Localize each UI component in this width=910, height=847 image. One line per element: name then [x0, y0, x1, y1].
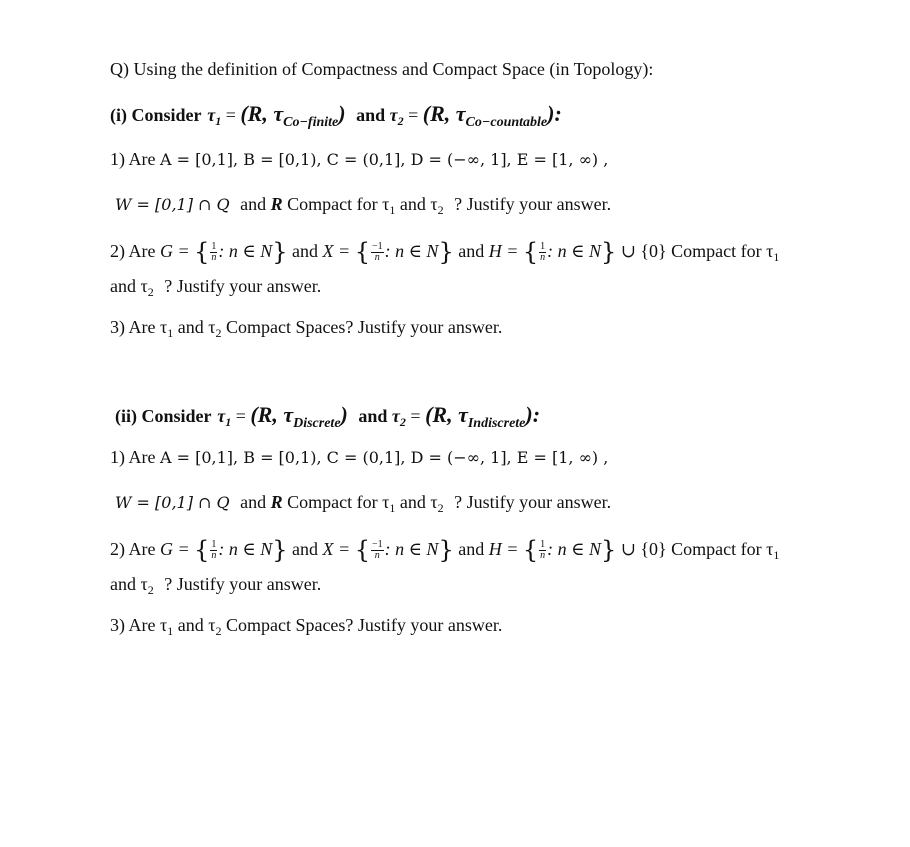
part-ii-q3: 3) Are $\tau_1$ and $\tau_2$ Compact Spaces? Justify your answer. [110, 615, 503, 638]
part-i-q2-line1: 2) Are G = { $\frac{1}{n}$ : n ∈ N} and X = { $\frac{-1}{n}$ : n ∈ N} and H = { $\frac{1}{n}$ : n ∈ N} ∪ {0} Compact for $\tau_1$ [110, 238, 780, 266]
fraction: $\frac{-1}{n}$ [371, 538, 383, 562]
part-i-q2-line2: and $\tau_2$ ? Justify your answer. [110, 276, 322, 299]
question-title: Q) Using the definition of Compactness and Compact Space (in Topology): [110, 59, 654, 79]
part-i-q1-line1: 1) Are A = [0,1], B = [0,1), C = (0,1], D = (−∞, 1], E = [1, ∞) , [110, 149, 609, 169]
part-i-heading: (i) Consider $\tau_1 = (R$, $\tau_{Co-finite}$) and $\tau_2 = (R$, $\tau_{Co-countable}$): [110, 101, 562, 130]
part-ii-q1-line2: W = [0,1] ∩ Q and R Compact for $\tau_1$ and $\tau_2$ ? Justify your answer. [115, 492, 612, 515]
fraction: $\frac{1}{n}$ [211, 538, 217, 562]
part-ii-heading: (ii) Consider $\tau_1 = (R$, $\tau_{Discrete}$) and $\tau_2 = (R$, $\tau_{Indiscrete}$): [115, 402, 541, 431]
part-i-q3: 3) Are $\tau_1$ and $\tau_2$ Compact Spaces? Justify your answer. [110, 317, 503, 340]
part-ii-q2-line2: and $\tau_2$ ? Justify your answer. [110, 574, 322, 597]
fraction: $\frac{1}{n}$ [540, 240, 546, 264]
fraction: $\frac{-1}{n}$ [371, 240, 383, 264]
part-ii-q1-line1: 1) Are A = [0,1], B = [0,1), C = (0,1], D = (−∞, 1], E = [1, ∞) , [110, 447, 609, 467]
part-i-q1-line2: W = [0,1] ∩ Q and R Compact for $\tau_1$ and $\tau_2$ ? Justify your answer. [115, 194, 612, 217]
part-ii-q2-line1: 2) Are G = { $\frac{1}{n}$ : n ∈ N} and X = { $\frac{-1}{n}$ : n ∈ N} and H = { $\frac{1}{n}$ : n ∈ N} ∪ {0} Compact for $\tau_1$ [110, 536, 780, 564]
fraction: $\frac{1}{n}$ [211, 240, 217, 264]
fraction: $\frac{1}{n}$ [540, 538, 546, 562]
